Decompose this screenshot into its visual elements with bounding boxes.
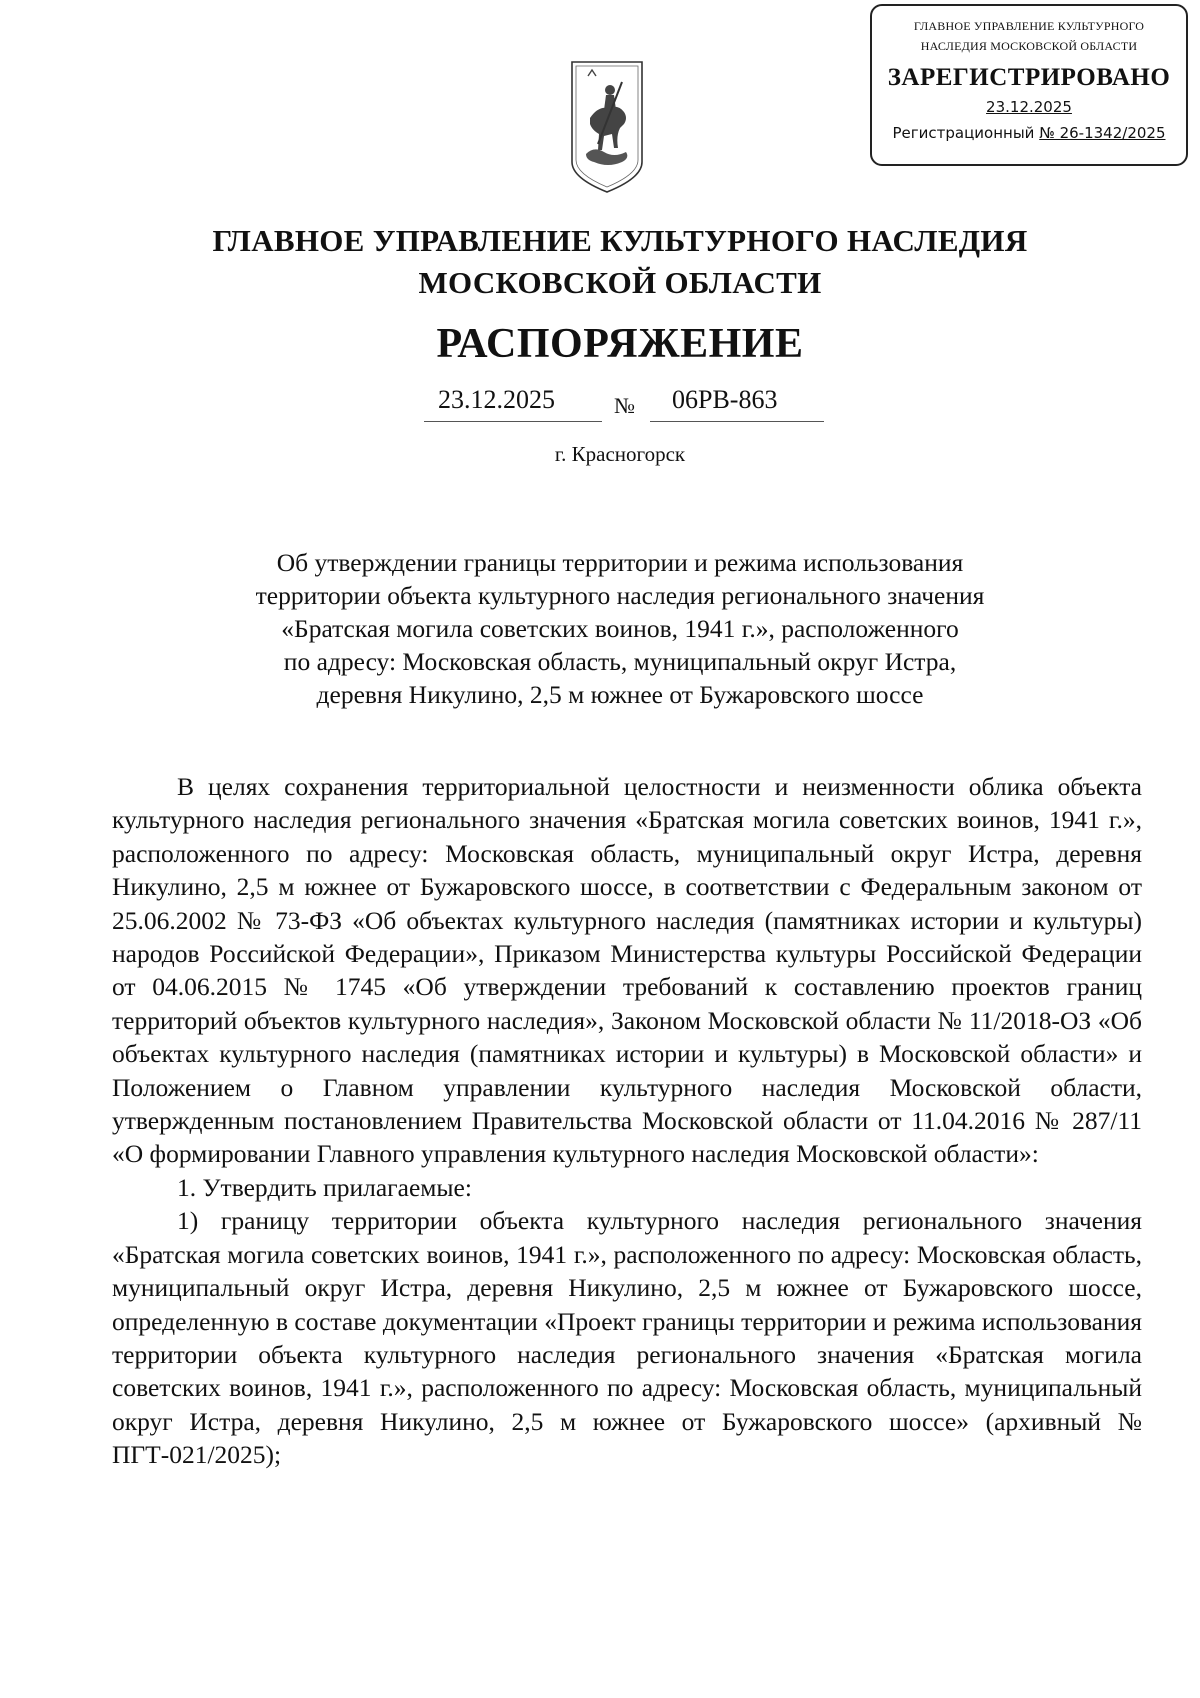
subject-line: деревня Никулино, 2,5 м южнее от Бужаровского шоссе (316, 680, 924, 709)
item-1: 1. Утвердить прилагаемые: (177, 1172, 472, 1202)
document-body (112, 770, 1142, 1472)
stamp-registration (872, 124, 1186, 142)
stamp-org-line-1: ГЛАВНОЕ УПРАВЛЕНИЕ КУЛЬТУРНОГО (913, 19, 1145, 33)
document-date-number (424, 385, 824, 425)
organization-title-line-2: МОСКОВСКОЙ ОБЛАСТИ (418, 265, 822, 300)
stamp-status: ЗАРЕГИСТРИРОВАНО (887, 64, 1171, 91)
issue-city: г. Красногорск (554, 442, 686, 466)
document-number: 06РВ-863 (672, 385, 778, 414)
preamble-paragraph: В целях сохранения территориальной целостности и неизменности облика объекта культурного наследия регионального значения «Братская могила советских воинов, 1941 г.», расположенного по адресу: Московская область, муниципальный округ Истра, деревня Никулино, 2,5 м южнее от Бужаровского шоссе, в соответствии с Федеральным законом от 25.06.2002 № 73-ФЗ «Об объектах культурного наследия (памятниках истории и культуры) народов Российской Федерации», Приказом Министерства культуры Российской Федерации от 04.06.2015 № 1745 «Об утверждении требований к составлению проектов границ территорий объектов культурного наследия», Законом Московской области № 11/2018-ОЗ «Об объектах культурного наследия (памятниках истории и культуры) в Московской области» и Положением о Главном управлении культурного наследия Московской области, утвержденным постановлением Правительства Московской области от 11.04.2016 № 287/11 «О формировании Главного управления культурного наследия Московской области»: (112, 772, 1142, 1169)
stamp-reg-label: Регистрационный (892, 124, 1035, 142)
registration-stamp (870, 4, 1188, 166)
stamp-organization (872, 14, 1186, 58)
organization-title-line-1: ГЛАВНОЕ УПРАВЛЕНИЕ КУЛЬТУРНОГО НАСЛЕДИЯ (212, 223, 1028, 258)
subject-line: Об утверждении границы территории и режима использования (276, 548, 964, 577)
document-subject (160, 546, 1080, 711)
subject-line: по адресу: Московская область, муниципальный округ Истра, (283, 647, 957, 676)
item-1-1: 1) границу территории объекта культурного наследия регионального значения «Братская могила советских воинов, 1941 г.», расположенного по адресу: Московская область, муниципальный округ Истра, деревня Никулино, 2,5 м южнее от Бужаровского шоссе, определенную в составе документации «Проект границы территории и режима использования территории объекта культурного наследия регионального значения «Братская могила советских воинов, 1941 г.», расположенного по адресу: Московская область, муниципальный округ Истра, деревня Никулино, 2,5 м южнее от Бужаровского шоссе» (архивный № ПГТ-021/2025); (112, 1206, 1142, 1470)
coat-of-arms-icon (568, 58, 646, 194)
subject-line: территории объекта культурного наследия регионального значения (255, 581, 985, 610)
subject-line: «Братская могила советских воинов, 1941 г.», расположенного (281, 614, 959, 643)
number-underline (650, 421, 824, 422)
document-type: РАСПОРЯЖЕНИЕ (436, 321, 804, 367)
organization-title (0, 220, 1200, 304)
stamp-date: 23.12.2025 (986, 98, 1072, 116)
stamp-org-line-2: НАСЛЕДИЯ МОСКОВСКОЙ ОБЛАСТИ (920, 39, 1138, 53)
date-underline (424, 421, 602, 422)
number-sign: № (614, 393, 635, 418)
stamp-reg-number: № 26-1342/2025 (1039, 124, 1166, 142)
document-date: 23.12.2025 (438, 385, 555, 414)
